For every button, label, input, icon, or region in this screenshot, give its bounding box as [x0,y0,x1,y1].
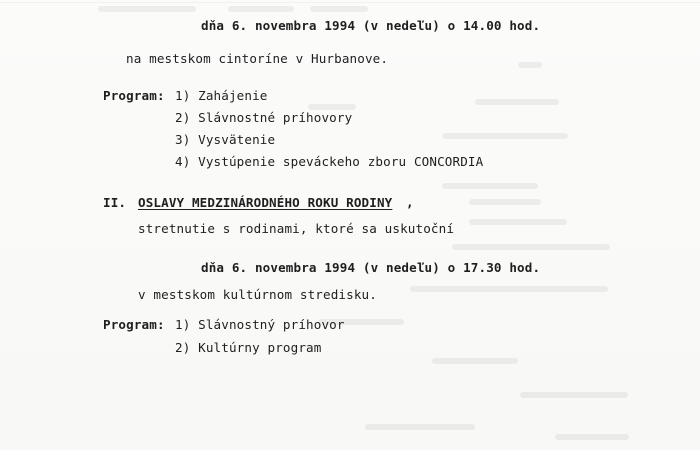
location-line-1: na mestskom cintoríne v Hurbanove. [126,51,389,66]
date-line-2: dňa 6. novembra 1994 (v nedeľu) o 17.30 hod. [201,260,541,275]
top-fold-line [0,2,700,3]
program-2-item-1: 1) Slávnostný príhovor [175,317,345,332]
program-1-item-1: 1) Zahájenie [175,88,268,103]
program-1-item-3: 3) Vysvätenie [175,132,276,147]
program-2-item-2: 2) Kultúrny program [175,340,322,355]
date-line-1: dňa 6. novembra 1994 (v nedeľu) o 14.00 hod. [201,18,541,33]
meeting-line: stretnutie s rodinami, ktoré sa uskutoční [138,221,455,236]
program-label-1: Program: [103,88,165,103]
location-line-2: v mestskom kultúrnom stredisku. [138,287,377,302]
program-1-item-4: 4) Vystúpenie speváckeho zboru CONCORDIA [175,154,484,169]
section-title-2-suffix: , [406,195,414,210]
section-marker-2: II. [103,195,127,210]
section-title-2: OSLAVY MEDZINÁRODNÉHO ROKU RODINY [138,195,393,210]
program-label-2: Program: [103,317,165,332]
program-1-item-2: 2) Slávnostné príhovory [175,110,353,125]
